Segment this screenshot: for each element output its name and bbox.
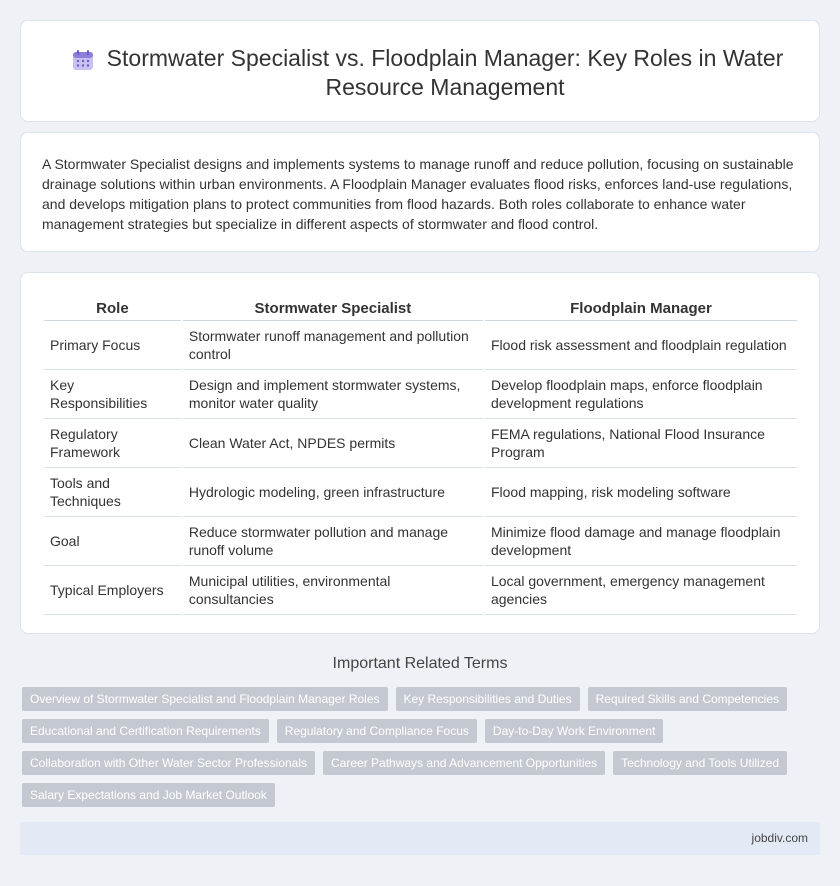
table-row: [44, 566, 797, 615]
intro-paragraph: A Stormwater Specialist designs and implements systems to manage runoff and reduce pollution, focusing on sustainable drainage solutions within urban environments. A Floodplain Manager evaluates flood risks, enforces land-use regulations, and develops mitigation plans to protect communities from flood hazards. Both roles collaborate to enhance water management strategies but specialize in different aspects of stormwater and flood control.: [42, 156, 794, 232]
column-header-role: Role: [44, 293, 181, 321]
stormwater-cell: Municipal utilities, environmental consultancies: [183, 566, 483, 615]
stormwater-cell: Clean Water Act, NPDES permits: [183, 419, 483, 468]
column-header-floodplain-manager: Floodplain Manager: [485, 293, 797, 321]
related-term-tag[interactable]: Day-to-Day Work Environment: [485, 719, 664, 743]
column-header-stormwater-specialist: Stormwater Specialist: [183, 293, 483, 321]
related-terms-heading: Important Related Terms: [332, 655, 508, 672]
row-label: Goal: [44, 517, 181, 566]
stormwater-cell: Stormwater runoff management and pollution control: [183, 321, 483, 370]
related-terms-list: [22, 687, 822, 807]
comparison-table: [42, 293, 799, 615]
table-row: [44, 517, 797, 566]
row-label: Tools and Techniques: [44, 468, 181, 517]
table-row: [44, 321, 797, 370]
floodplain-cell: Minimize flood damage and manage floodplain development: [485, 517, 797, 566]
floodplain-cell: Flood risk assessment and floodplain regulation: [485, 321, 797, 370]
floodplain-cell: Develop floodplain maps, enforce floodplain development regulations: [485, 370, 797, 419]
related-term-tag[interactable]: Career Pathways and Advancement Opportunities: [323, 751, 605, 775]
stormwater-cell: Design and implement stormwater systems, monitor water quality: [183, 370, 483, 419]
row-label: Typical Employers: [44, 566, 181, 615]
table-header-row: [44, 293, 797, 321]
table-row: [44, 370, 797, 419]
page-title: Stormwater Specialist vs. Floodplain Manager: Key Roles in Water Resource Management: [106, 45, 784, 100]
row-label: Regulatory Framework: [44, 419, 181, 468]
related-term-tag[interactable]: Key Responsibilities and Duties: [396, 687, 580, 711]
row-label: Key Responsibilities: [44, 370, 181, 419]
site-link[interactable]: jobdiv.com: [751, 831, 808, 845]
related-term-tag[interactable]: Educational and Certification Requirements: [22, 719, 269, 743]
floodplain-cell: Flood mapping, risk modeling software: [485, 468, 797, 517]
header-card: [20, 20, 820, 122]
row-label: Primary Focus: [44, 321, 181, 370]
intro-card: [20, 132, 820, 252]
related-term-tag[interactable]: Regulatory and Compliance Focus: [277, 719, 477, 743]
stormwater-cell: Hydrologic modeling, green infrastructure: [183, 468, 483, 517]
stormwater-cell: Reduce stormwater pollution and manage runoff volume: [183, 517, 483, 566]
footer: [20, 822, 820, 855]
floodplain-cell: Local government, emergency management agencies: [485, 566, 797, 615]
related-term-tag[interactable]: Overview of Stormwater Specialist and Floodplain Manager Roles: [22, 687, 388, 711]
comparison-card: [20, 272, 820, 634]
related-term-tag[interactable]: Required Skills and Competencies: [588, 687, 787, 711]
floodplain-cell: FEMA regulations, National Flood Insurance Program: [485, 419, 797, 468]
related-term-tag[interactable]: Technology and Tools Utilized: [613, 751, 787, 775]
table-row: [44, 419, 797, 468]
table-row: [44, 468, 797, 517]
related-term-tag[interactable]: Salary Expectations and Job Market Outlook: [22, 783, 275, 807]
related-term-tag[interactable]: Collaboration with Other Water Sector Professionals: [22, 751, 315, 775]
